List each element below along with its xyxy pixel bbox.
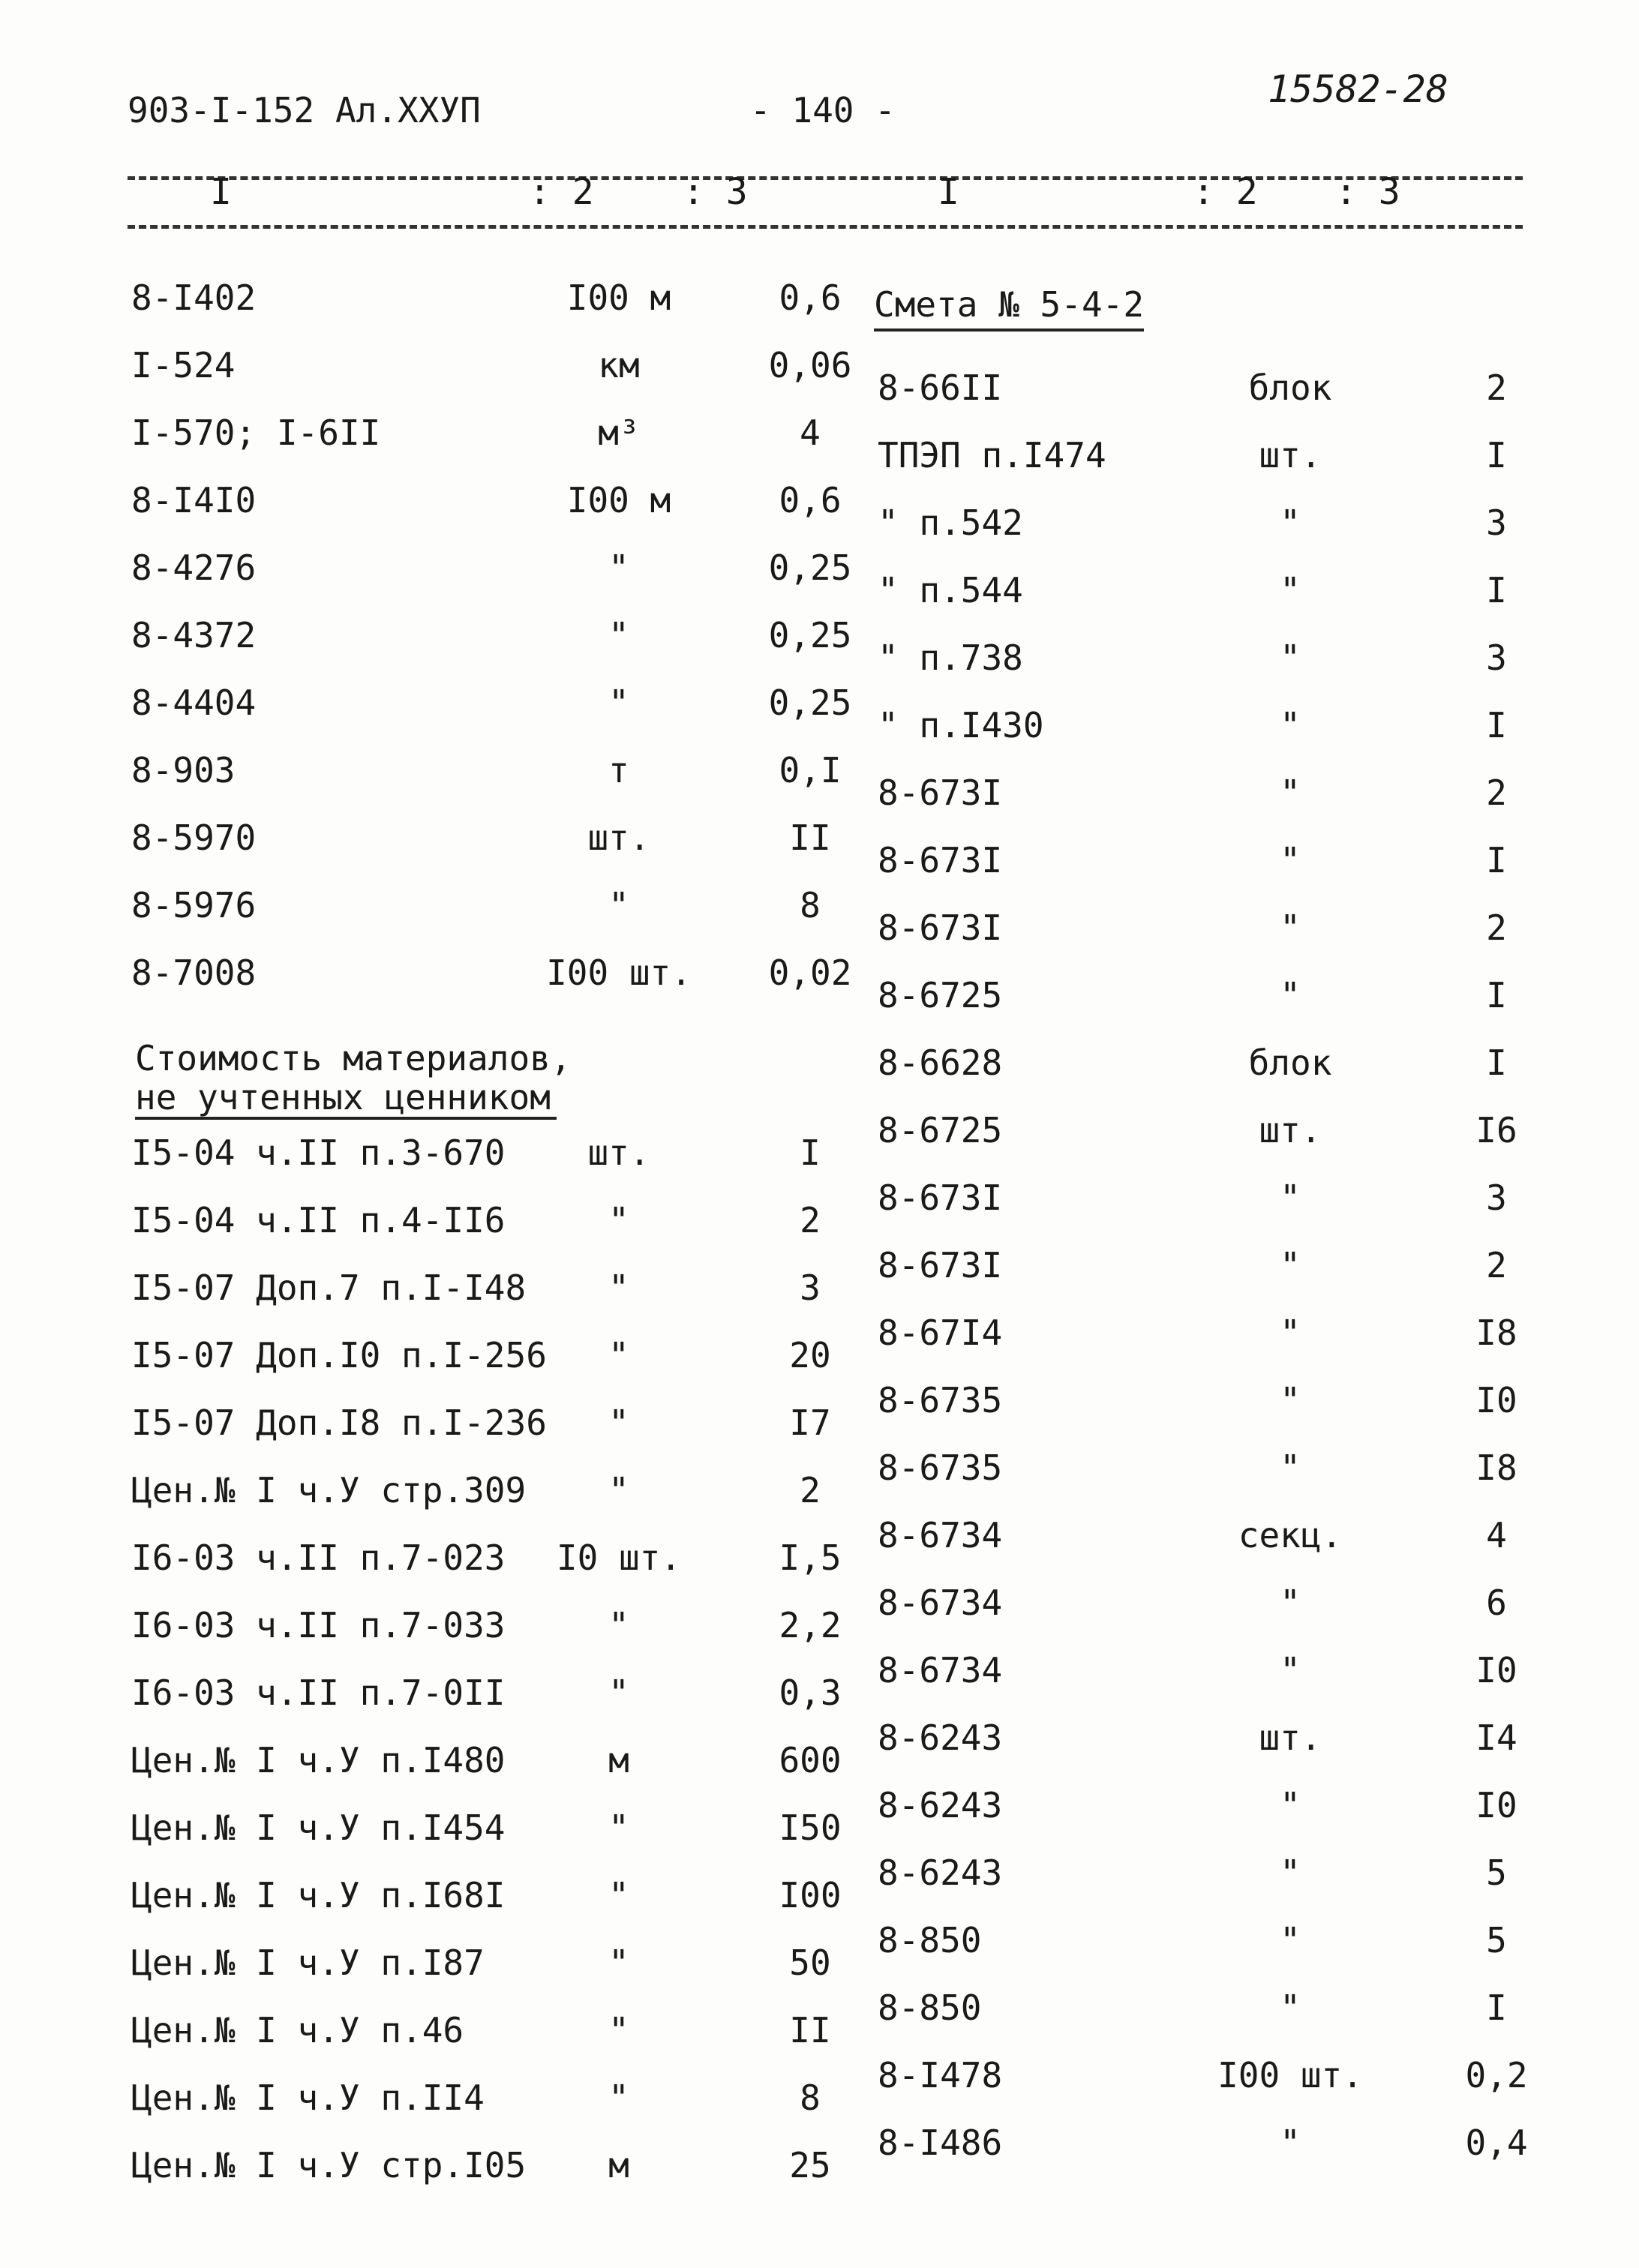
item-quantity: I8 [1475,1448,1517,1488]
item-code: 8-673I [878,908,1003,948]
item-quantity: I0 [1475,1380,1517,1420]
item-code: 8-I402 [131,278,257,318]
item-code: 8-903 [131,750,236,790]
item-quantity: I6 [1475,1110,1517,1150]
item-unit: " [1280,1380,1301,1420]
item-quantity: 0,25 [768,548,852,588]
col-header-right-2: : 2 [1193,171,1258,213]
item-quantity: I [1486,975,1507,1016]
item-unit: шт. [1259,435,1322,476]
item-code: 8-4276 [131,548,257,588]
item-unit: I00 м [566,480,671,520]
item-code: 8-4372 [131,615,257,656]
item-code: Цен.№ I ч.У п.I87 [131,1942,485,1983]
item-quantity: 0,3 [779,1672,842,1713]
item-unit: " [608,1470,629,1510]
item-code: " п.544 [878,570,1023,610]
item-code: Цен.№ I ч.У стр.309 [131,1470,527,1510]
item-code: I5-07 Доп.I8 п.I-236 [131,1402,547,1443]
item-code: " п.738 [878,638,1023,678]
item-unit: секц. [1238,1515,1343,1556]
section-title-materials [135,1039,572,1120]
col-header-right-1: I [938,171,959,213]
item-quantity: I [1486,840,1507,880]
item-unit: " [1280,1920,1301,1960]
item-quantity: I [1486,435,1507,476]
item-unit: " [1280,1988,1301,2028]
item-unit: м [608,2145,629,2186]
item-unit: " [608,2010,629,2050]
section-title-estimate: Смета № 5-4-2 [874,285,1144,332]
item-quantity: 0,2 [1465,2055,1528,2096]
item-quantity: 8 [800,2078,821,2118]
item-quantity: I0 [1475,1785,1517,1826]
item-unit: " [1280,2122,1301,2163]
item-unit: " [1280,772,1301,813]
item-code: 8-7008 [131,952,257,993]
item-unit: шт. [587,818,650,858]
item-code: I6-03 ч.II п.7-0II [131,1672,506,1713]
item-quantity: 2 [800,1470,821,1510]
item-unit: " [1280,705,1301,746]
item-code: Цен.№ I ч.У п.I454 [131,1808,506,1848]
item-quantity: 3 [1486,502,1507,543]
item-unit: т [608,750,629,790]
item-quantity: II [789,2010,831,2050]
item-code: I-524 [131,345,236,386]
item-quantity: I50 [779,1808,842,1848]
item-code: 8-4404 [131,682,257,723]
item-code: Цен.№ I ч.У п.46 [131,2010,464,2050]
item-unit: " [608,1335,629,1376]
item-quantity: 50 [789,1942,831,1983]
item-quantity: 6 [1486,1582,1507,1623]
item-unit: " [1280,975,1301,1016]
item-code: " п.542 [878,502,1023,543]
item-unit: " [1280,908,1301,948]
item-quantity: 2 [1486,368,1507,408]
item-unit: блок [1248,1042,1332,1083]
item-unit: " [1280,1582,1301,1623]
item-code: I6-03 ч.II п.7-023 [131,1538,506,1578]
item-unit: " [1280,570,1301,610]
item-unit: I00 шт. [546,952,692,993]
col-header-right-3: : 3 [1335,171,1400,213]
item-quantity: 0,6 [779,278,842,318]
item-quantity: 0,4 [1465,2122,1528,2163]
item-code: 8-I4I0 [131,480,257,520]
item-unit: " [608,682,629,723]
item-unit: м³ [598,412,640,453]
section-title-line2: не учтенных ценником [135,1078,557,1120]
item-code: 8-6734 [878,1582,1003,1623]
item-quantity: 4 [1486,1515,1507,1556]
item-unit: " [608,1875,629,1916]
item-code: 8-6725 [878,975,1003,1016]
item-quantity: I,5 [779,1538,842,1578]
item-unit: " [608,1942,629,1983]
item-unit: " [1280,638,1301,678]
section-title-line1: Стоимость материалов, [135,1038,572,1078]
item-unit: шт. [587,1132,650,1173]
item-code: 8-6243 [878,1852,1003,1893]
item-unit: км [598,345,640,386]
item-code: 8-6735 [878,1448,1003,1488]
item-quantity: 0,25 [768,615,852,656]
item-code: 8-6734 [878,1650,1003,1690]
item-code: 8-I478 [878,2055,1003,2096]
item-unit: " [608,1200,629,1240]
item-code: I5-07 Доп.7 п.I-I48 [131,1268,527,1308]
item-unit: " [1280,1650,1301,1690]
item-unit: " [608,1672,629,1713]
item-unit: " [1280,1245,1301,1286]
item-unit: I0 шт. [556,1538,682,1578]
item-quantity: I4 [1475,1718,1517,1758]
item-quantity: I [1486,705,1507,746]
item-code: ТПЭП п.I474 [878,435,1106,476]
item-code: 8-66II [878,368,1003,408]
item-unit: " [1280,502,1301,543]
item-quantity: I8 [1475,1312,1517,1353]
item-quantity: 2 [1486,772,1507,813]
item-quantity: 0,25 [768,682,852,723]
item-quantity: 2 [1486,908,1507,948]
item-unit: м [608,1740,629,1780]
item-unit: " [1280,1312,1301,1353]
item-quantity: 2,2 [779,1605,842,1646]
item-quantity: 20 [789,1335,831,1376]
item-quantity: 8 [800,885,821,926]
item-quantity: 0,06 [768,345,852,386]
item-code: Цен.№ I ч.У стр.I05 [131,2145,527,2186]
item-quantity: 5 [1486,1920,1507,1960]
page-number: - 140 - [750,90,896,130]
item-quantity: I [1486,1988,1507,2028]
item-unit: блок [1248,368,1332,408]
col-header-left-3: : 3 [683,171,748,213]
item-unit: " [1280,840,1301,880]
header-rule-bottom [128,225,1523,229]
col-header-left-2: : 2 [529,171,594,213]
item-unit: шт. [1259,1718,1322,1758]
item-quantity: 3 [800,1268,821,1308]
document-code: 903-I-152 Ал.XXУП [128,90,481,130]
item-quantity: II [789,818,831,858]
item-unit: " [608,615,629,656]
col-header-left-1: I [210,171,232,213]
item-code: I5-04 ч.II п.3-670 [131,1132,506,1173]
item-quantity: I [1486,1042,1507,1083]
item-quantity: I [1486,570,1507,610]
item-code: 8-673I [878,1178,1003,1218]
item-unit: " [608,1268,629,1308]
item-quantity: I00 [779,1875,842,1916]
item-unit: " [608,1808,629,1848]
item-quantity: 4 [800,412,821,453]
archive-number: 15582-28 [1268,68,1448,111]
item-unit: " [608,1605,629,1646]
item-code: I6-03 ч.II п.7-033 [131,1605,506,1646]
item-quantity: I7 [789,1402,831,1443]
item-code: Цен.№ I ч.У п.I480 [131,1740,506,1780]
item-code: 8-850 [878,1988,982,2028]
item-quantity: 0,02 [768,952,852,993]
item-unit: I00 м [566,278,671,318]
item-code: I5-07 Доп.I0 п.I-256 [131,1335,547,1376]
item-code: 8-6725 [878,1110,1003,1150]
item-code: Цен.№ I ч.У п.I68I [131,1875,506,1916]
item-unit: " [1280,1785,1301,1826]
item-code: I5-04 ч.II п.4-II6 [131,1200,506,1240]
item-quantity: 3 [1486,638,1507,678]
item-unit: шт. [1259,1110,1322,1150]
item-code: 8-6243 [878,1718,1003,1758]
item-quantity: I [800,1132,821,1173]
item-code: " п.I430 [878,705,1044,746]
item-unit: " [608,1402,629,1443]
item-unit: " [608,548,629,588]
item-code: 8-6734 [878,1515,1003,1556]
item-unit: " [608,885,629,926]
item-quantity: 3 [1486,1178,1507,1218]
item-code: 8-673I [878,1245,1003,1286]
item-quantity: 0,6 [779,480,842,520]
item-unit: " [1280,1178,1301,1218]
item-code: I-570; I-6II [131,412,381,453]
item-quantity: 0,I [779,750,842,790]
item-code: 8-5976 [131,885,257,926]
item-unit: " [1280,1448,1301,1488]
item-quantity: 2 [800,1200,821,1240]
item-unit: " [1280,1852,1301,1893]
item-quantity: 2 [1486,1245,1507,1286]
item-quantity: 25 [789,2145,831,2186]
item-code: 8-6243 [878,1785,1003,1826]
item-code: 8-673I [878,840,1003,880]
item-code: 8-I486 [878,2122,1003,2163]
item-unit: I00 шт. [1217,2055,1363,2096]
item-unit: " [608,2078,629,2118]
item-quantity: I0 [1475,1650,1517,1690]
item-quantity: 600 [779,1740,842,1780]
item-code: 8-6628 [878,1042,1003,1083]
column-header-row [128,171,1523,224]
item-code: 8-850 [878,1920,982,1960]
item-code: 8-5970 [131,818,257,858]
item-code: 8-6735 [878,1380,1003,1420]
item-code: 8-67I4 [878,1312,1003,1353]
item-quantity: 5 [1486,1852,1507,1893]
item-code: 8-673I [878,772,1003,813]
item-code: Цен.№ I ч.У п.II4 [131,2078,485,2118]
